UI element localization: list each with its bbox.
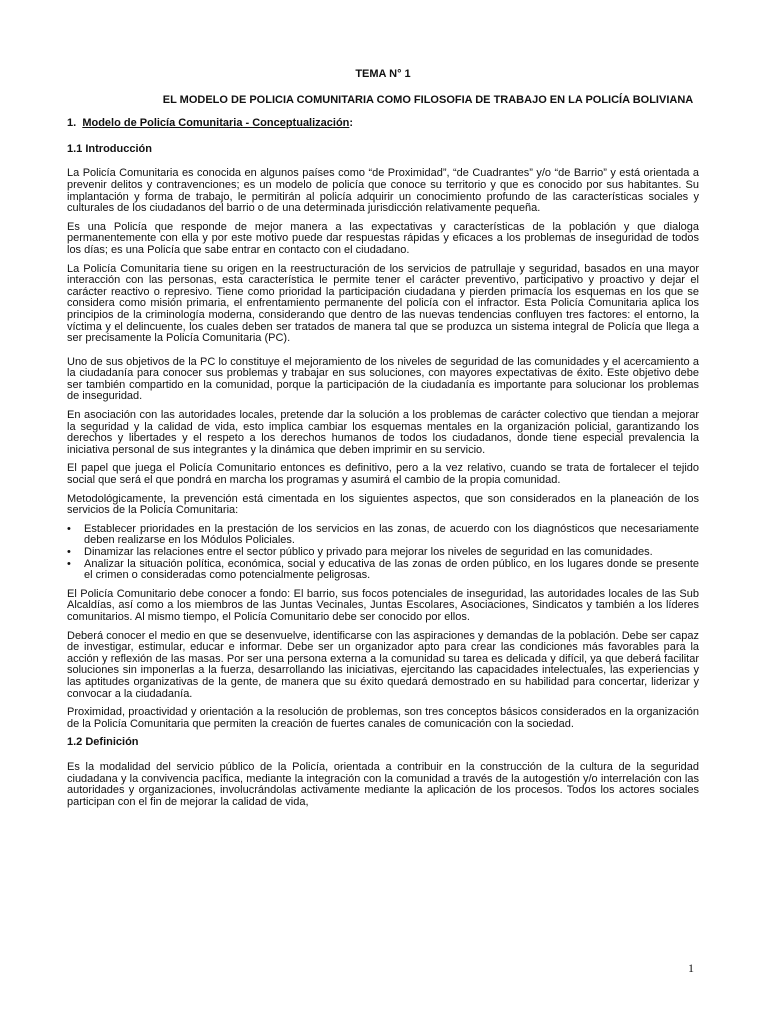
document-subtitle: EL MODELO DE POLICIA COMUNITARIA COMO FILOSOFIA DE TRABAJO EN LA POLICÍA BOLIVIANA [162,93,694,106]
paragraph: Proximidad, proactividad y orientación a la resolución de problemas, son tres conceptos básicos considerados en la organización de la Policía Comunitaria que permiten la creación de fuertes canales de comunicación con la sociedad. [67,706,699,730]
section-1-heading [67,118,699,130]
paragraph: El Policía Comunitario debe conocer a fondo: El barrio, sus focos potenciales de inseguridad, las autoridades locales de las Sub Alcaldías, así como a los miembros de las Juntas Vecinales, Juntas Escolares, Asociaciones, Sindicatos y también a los líderes comunitarios. Al mismo tiempo, el Policía Comunitario debe ser conocido por ellos. [67,587,699,623]
paragraph: Deberá conocer el medio en que se desenvuelve, identificarse con las aspiraciones y demandas de la población. Debe ser capaz de investigar, estimular, educar e informar. Debe ser un organizador apto para crear las condiciones más favorables para la acción y reflexión de las masas. Por ser una persona externa a la comunidad su tarea es delicada y difícil, ya que deberá facilitar soluciones sin imponerlas a la fuerza, desarrollando las iniciativas, ejercitando las capacidades intelectuales, las experiencias y las aptitudes organizativas de la gente, de manera que su éxito quedará demostrado en su habilidad para concertar, liderizar y convocar a la ciudadanía. [67,629,699,700]
paragraph: Uno de sus objetivos de la PC lo constituye el mejoramiento de los niveles de seguridad de las comunidades y el acercamiento a la ciudadanía para conocer sus problemas y trabajar en sus soluciones, con mayores expectativas de éxito. Este objetivo debe ser también compartido en la comunidad, porque la participación de la ciudadanía es importante para solucionar los problemas de inseguridad. [67,355,699,403]
bullet-item: • Dinamizar las relaciones entre el sector público y privado para mejorar los niveles de seguridad en las comunidades. [67,547,699,559]
document-title: TEMA N° 1 [355,68,411,80]
page-content [67,69,699,815]
definition-paragraph: Es la modalidad del servicio público de la Policía, orientada a contribuir en la construcción de la cultura de la seguridad ciudadana y la convivencia pacífica, mediante la integración con la comunidad a través de la autogestión y/o interrelación con las autoridades y organizaciones, involucrándolas activamente mediante la aplicación de los procesos. Todos los actores sociales participan con el fin de mejorar la calidad de vida, [67,760,699,808]
paragraph: El papel que juega el Policía Comunitario entonces es definitivo, pero a la vez relativo, cuando se trata de fortalecer el tejido social que será el que pondrá en marcha los programas y asumirá el cambio de la propia comunidad. [67,462,699,487]
paragraph: La Policía Comunitaria es conocida en algunos países como “de Proximidad”, “de Cuadrantes” y/o “de Barrio” y está orientada a prevenir delitos y contravenciones; es un modelo de policía que conoce su territorio y que es conocido por sus habitantes. Su implantación y forma de trabajo, le permitirán al policía adquirir un conocimiento profundo de las características sociales y culturales de los ciudadanos del barrio o de una determinada jurisdicción relativamente pequeña. [67,167,699,215]
bullet-item: • Analizar la situación política, económica, social y educativa de las zonas de orden público, en los lugares donde se presente el crimen o consideradas como potencialmente peligrosas. [67,559,699,582]
section-1-2-heading: 1.2 Definición [67,736,139,749]
paragraph: La Policía Comunitaria tiene su origen en la reestructuración de los servicios de patrullaje y seguridad, basados en una mayor interacción con las personas, esta característica le permite tener el carácter preventivo, participativo y proactivo y dejar el carácter reactivo o represivo. Tiene como prioridad la participación ciudadana y pierden primacía los esquemas en los que se considera como misión primaria, el enfrentamiento permanente del policía con el infractor. Esta Policía Comunitaria aplica los principios de la criminología moderna, considerando que dentro de las nuevas tendencias confluyen tres factores: el entorno, la víctima y el delincuente, los cuales deben ser tratados de manera tal que se produzca un sistema integral de Policía que llega a ser precisamente la Policía Comunitaria (PC). [67,262,699,345]
section-1-title: Modelo de Policía Comunitaria - Conceptualización [82,117,350,130]
paragraph: Metodológicamente, la prevención está cimentada en los siguientes aspectos, que son considerados en la planeación de los servicios de la Policía Comunitaria: [67,492,699,517]
section-1-colon: : [349,117,354,130]
section-1-number: 1. [67,117,77,130]
section-1-1-heading: 1.1 Introducción [67,142,152,155]
bullet-list [67,524,699,582]
page-number: 1 [688,961,694,975]
paragraph: Es una Policía que responde de mejor manera a las expectativas y características de la población y que dialoga permanentemente con ella y por este motivo puede dar respuestas rápidas y eficaces a los problemas de inseguridad de todos los días; es una Policía que sabe entrar en contacto con el ciudadano. [67,220,699,256]
bullet-item: • Establecer prioridades en la prestación de los servicios en las zonas, de acuerdo con los diagnósticos que necesariamente deben realizarse en los Módulos Policiales. [67,524,699,547]
paragraph: En asociación con las autoridades locales, pretende dar la solución a los problemas de carácter colectivo que tiendan a mejorar la seguridad y la calidad de vida, esto implica cambiar los esquemas mentales en la organización policial, garantizando los derechos y libertades y el respeto a los derechos humanos de todos los ciudadanos, donde tiene especial prevalencia la iniciativa personal de sus integrantes y la dinámica que deben imprimir en su servicio. [67,409,699,456]
